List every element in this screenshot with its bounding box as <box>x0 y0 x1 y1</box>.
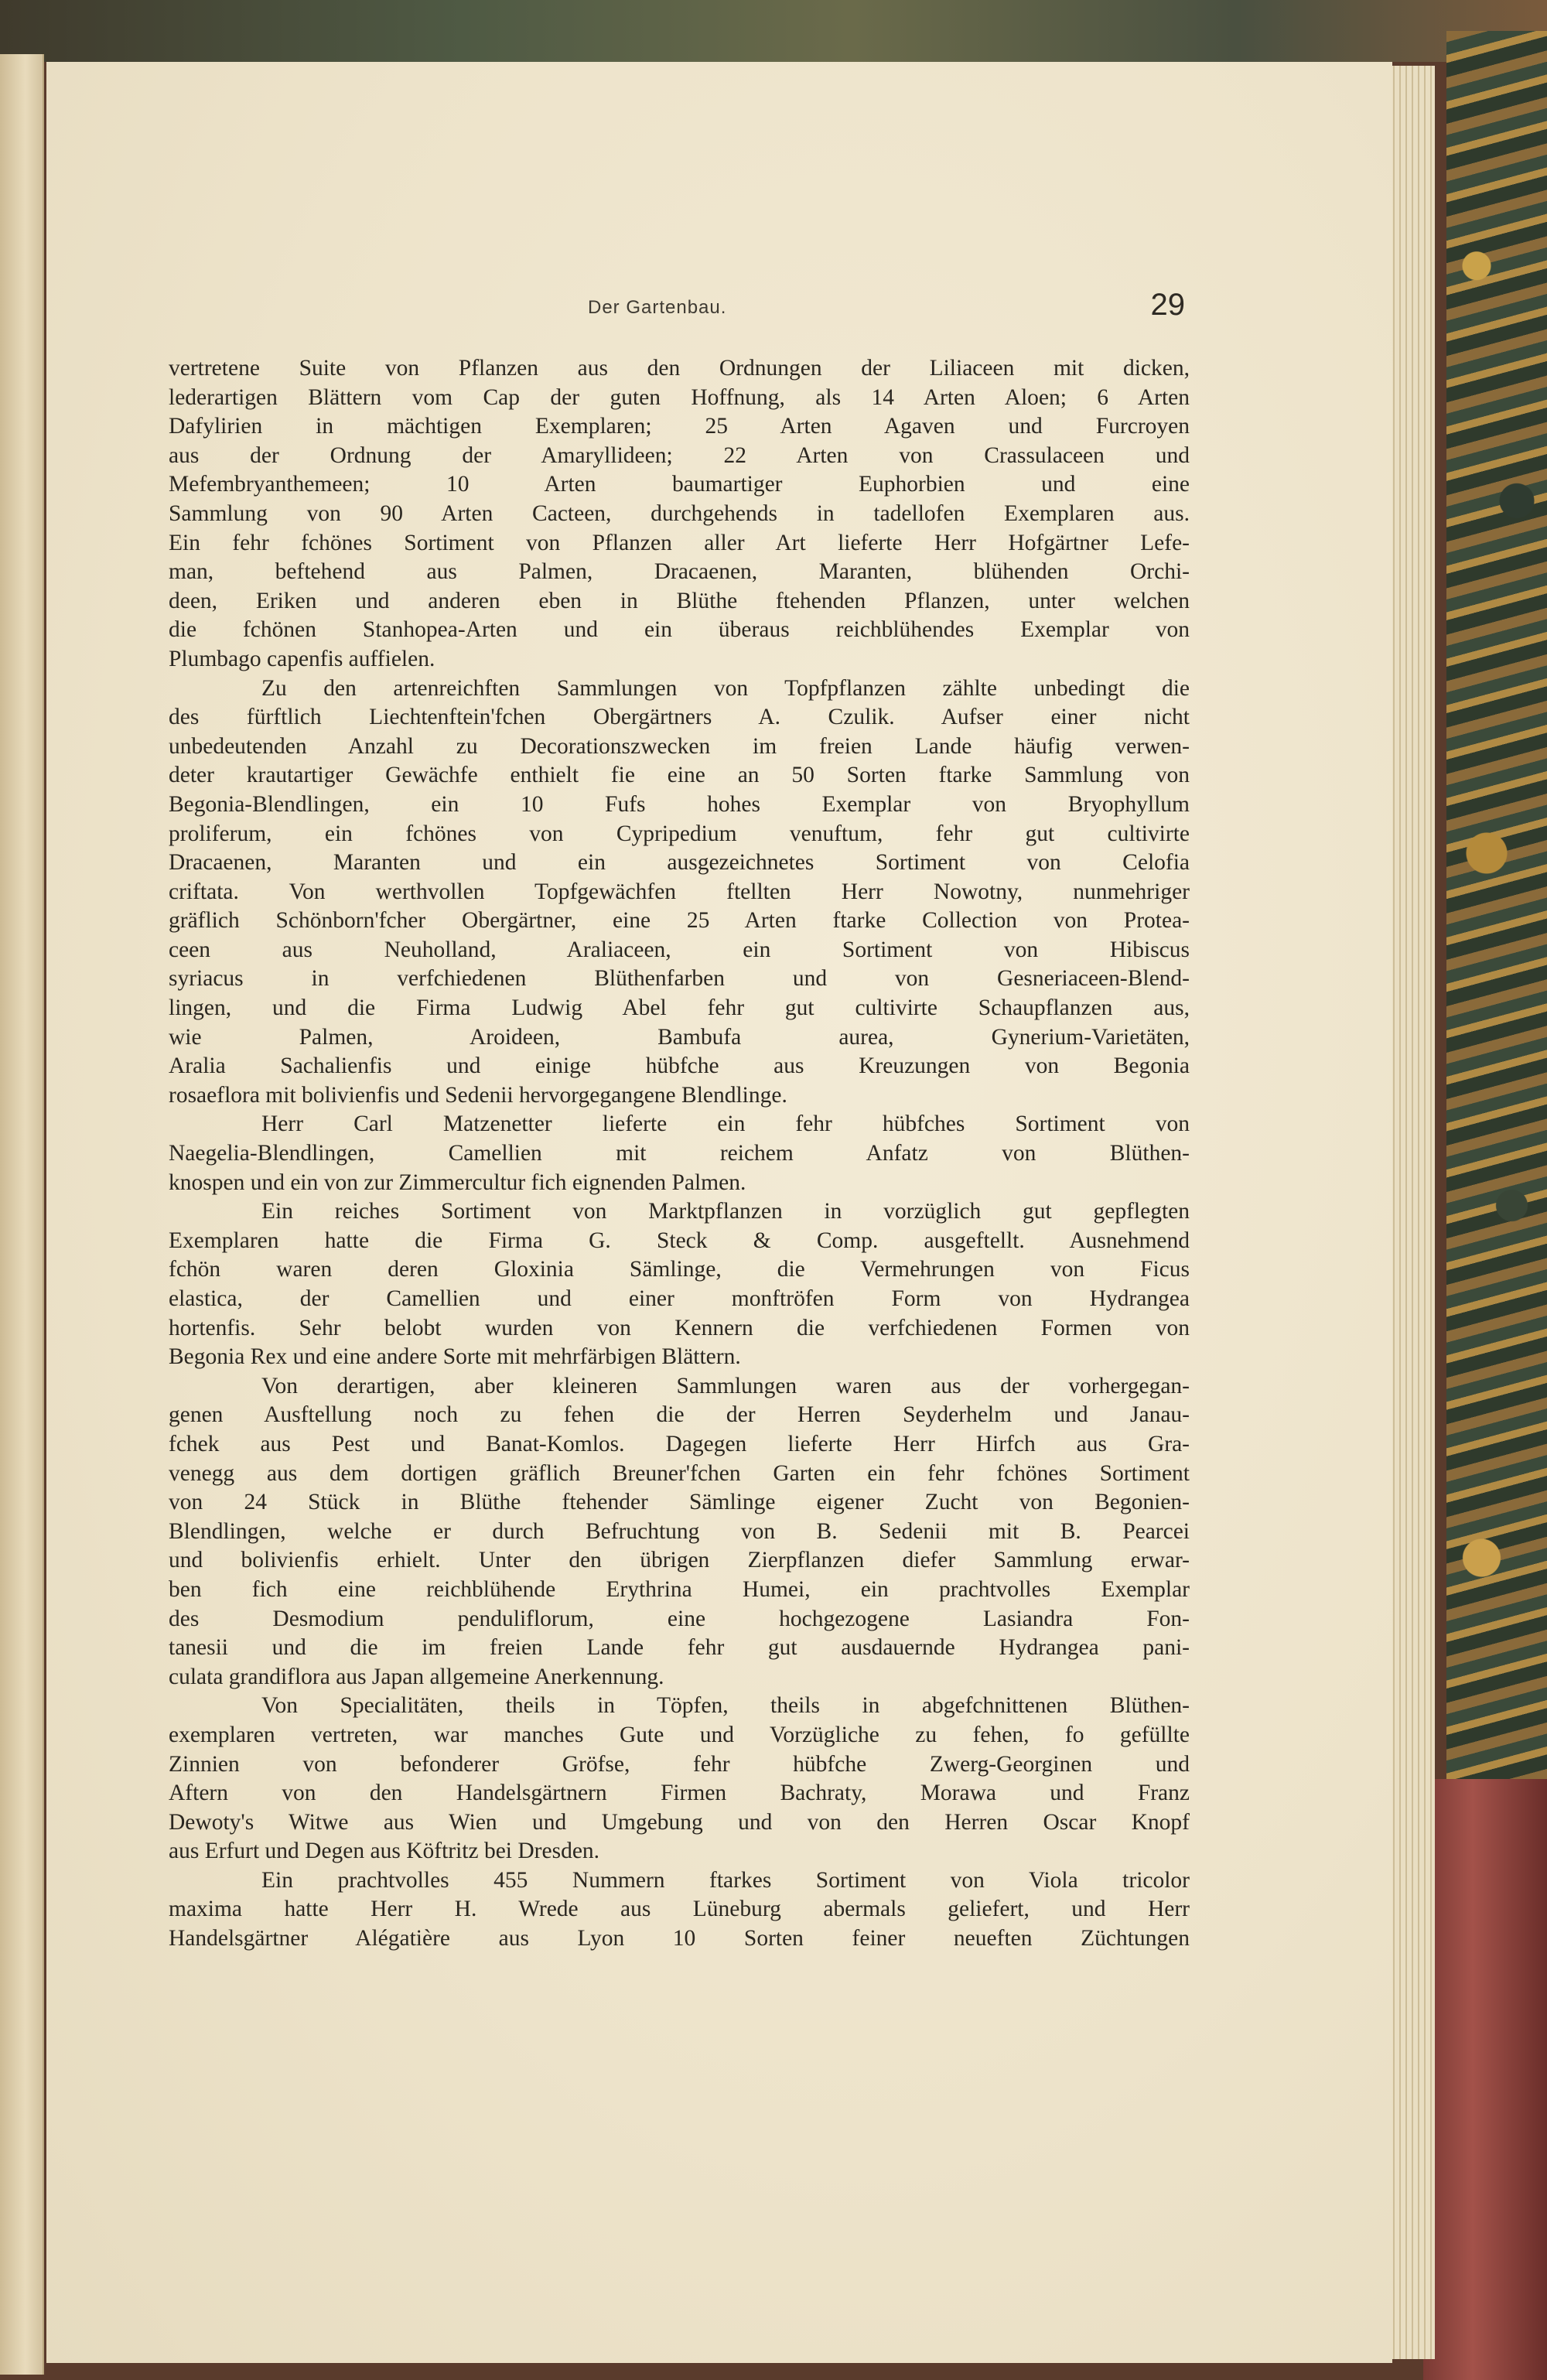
text-line: hortenfis. Sehr belobt wurden von Kennern die verfchiedenen Formen von <box>169 1315 1190 1340</box>
text-line: elastica, der Camellien und einer monftröfen Form von Hydrangea <box>169 1286 1190 1311</box>
text-line: man, beftehend aus Palmen, Dracaenen, Maranten, blühenden Orchi- <box>169 559 1190 585</box>
text-line: unbedeutenden Anzahl zu Decorationszwecken im freien Lande häufig verwen- <box>169 733 1190 759</box>
text-line: proliferum, ein fchönes von Cypripedium venuftum, fehr gut cultivirte <box>169 821 1190 846</box>
text-line: Von Specialitäten, theils in Töpfen, theils in abgefchnittenen Blüthen- <box>261 1693 1190 1719</box>
text-line: Dracaenen, Maranten und ein ausgezeichnetes Sortiment von Celofia <box>169 850 1190 876</box>
text-line: ben fich eine reichblühende Erythrina Humei, ein prachtvolles Exemplar <box>169 1576 1190 1602</box>
text-line: lederartigen Blättern vom Cap der guten Hoffnung, als 14 Arten Aloen; 6 Arten <box>169 384 1190 410</box>
text-line: die fchönen Stanhopea-Arten und ein überaus reichblühendes Exemplar von <box>169 617 1190 643</box>
text-line: criftata. Von werthvollen Topfgewächfen ftellten Herr Nowotny, nunmehriger <box>169 879 1190 904</box>
text-line: von 24 Stück in Blüthe ftehender Sämlinge eigener Zucht von Begonien- <box>169 1490 1190 1515</box>
text-line: Ein fehr fchönes Sortiment von Pflanzen aller Art lieferte Herr Hofgärtner Lefe- <box>169 530 1190 555</box>
running-head <box>170 288 1185 334</box>
text-line: fchön waren deren Gloxinia Sämlinge, die Vermehrungen von Ficus <box>169 1257 1190 1282</box>
text-line: exemplaren vertreten, war manches Gute und Vorzügliche zu fehen, fo gefüllte <box>169 1722 1190 1747</box>
text-line: Von derartigen, aber kleineren Sammlungen waren aus der vorhergegan- <box>261 1373 1190 1398</box>
text-line: Blendlingen, welche er durch Befruchtung von B. Sedenii mit B. Pearcei <box>169 1518 1190 1544</box>
text-line: Dafylirien in mächtigen Exemplaren; 25 Arten Agaven und Furcroyen <box>169 414 1190 439</box>
text-line: vertretene Suite von Pflanzen aus den Ordnungen der Liliaceen mit dicken, <box>169 356 1190 381</box>
book-spine-corner <box>1423 1779 1547 2380</box>
text-line: maxima hatte Herr H. Wrede aus Lüneburg abermals geliefert, und Herr <box>169 1897 1190 1922</box>
text-line: Plumbago capenfis auffielen. <box>169 646 435 671</box>
text-line: Herr Carl Matzenetter lieferte ein fehr hübfches Sortiment von <box>261 1111 1190 1137</box>
page-stack-edge <box>1388 66 1435 2359</box>
text-line: deen, Eriken und anderen eben in Blüthe ftehenden Pflanzen, unter welchen <box>169 588 1190 613</box>
text-line: deter krautartiger Gewächfe enthielt fie eine an 50 Sorten ftarke Sammlung von <box>169 763 1190 788</box>
text-line: des Desmodium penduliflorum, eine hochgezogene Lasiandra Fon- <box>169 1606 1190 1631</box>
text-line: fchek aus Pest und Banat-Komlos. Dagegen lieferte Herr Hirfch aus Gra- <box>169 1431 1190 1456</box>
text-line: Zinnien von befonderer Gröfse, fehr hübfche Zwerg-Georginen und <box>169 1751 1190 1777</box>
text-line: gräflich Schönborn'fcher Obergärtner, eine 25 Arten ftarke Collection von Protea- <box>169 908 1190 934</box>
text-line: Begonia Rex und eine andere Sorte mit mehrfärbigen Blättern. <box>169 1344 741 1370</box>
text-line: venegg aus dem dortigen gräflich Breuner'fchen Garten ein fehr fchönes Sortiment <box>169 1460 1190 1486</box>
text-line: des fürftlich Liechtenftein'fchen Obergärtners A. Czulik. Aufser einer nicht <box>169 705 1190 730</box>
text-line: aus der Ordnung der Amaryllideen; 22 Arten von Crassulaceen und <box>169 442 1190 468</box>
text-line: wie Palmen, Aroideen, Bambufa aurea, Gynerium-Varietäten, <box>169 1024 1190 1050</box>
text-line: syriacus in verfchiedenen Blüthenfarben und von Gesneriaceen-Blend- <box>169 966 1190 992</box>
book-cover-top <box>0 0 1547 62</box>
running-head-title: Der Gartenbau. <box>588 297 727 318</box>
text-line: Aftern von den Handelsgärtnern Firmen Bachraty, Morawa und Franz <box>169 1781 1190 1806</box>
text-line: tanesii und die im freien Lande fehr gut ausdauernde Hydrangea pani- <box>169 1635 1190 1661</box>
text-line: Naegelia-Blendlingen, Camellien mit reichem Anfatz von Blüthen- <box>169 1141 1190 1166</box>
text-line: Mefembryanthemeen; 10 Arten baumartiger Euphorbien und eine <box>169 472 1190 497</box>
text-line: Handelsgärtner Alégatière aus Lyon 10 Sorten feiner neueften Züchtungen <box>169 1926 1190 1951</box>
text-line: und bolivienfis erhielt. Unter den übrigen Zierpflanzen diefer Sammlung erwar- <box>169 1548 1190 1573</box>
text-line: Begonia-Blendlingen, ein 10 Fufs hohes Exemplar von Bryophyllum <box>169 791 1190 817</box>
text-line: genen Ausftellung noch zu fehen die der Herren Seyderhelm und Janau- <box>169 1402 1190 1428</box>
body-text <box>169 354 1190 1954</box>
facing-page-edge <box>0 54 44 2375</box>
text-line: knospen und ein von zur Zimmercultur fich eignenden Palmen. <box>169 1170 746 1195</box>
text-line: Dewoty's Witwe aus Wien und Umgebung und von den Herren Oscar Knopf <box>169 1809 1190 1835</box>
text-line: aus Erfurt und Degen aus Köftritz bei Dresden. <box>169 1839 600 1864</box>
text-line: rosaeflora mit bolivienfis und Sedenii hervorgegangene Blendlinge. <box>169 1082 787 1108</box>
text-line: Ein reiches Sortiment von Marktpflanzen in vorzüglich gut gepflegten <box>261 1199 1190 1224</box>
text-line: culata grandiflora aus Japan allgemeine Anerkennung. <box>169 1664 664 1689</box>
page-number: 29 <box>1150 288 1185 322</box>
text-line: ceen aus Neuholland, Araliaceen, ein Sortiment von Hibiscus <box>169 937 1190 962</box>
text-line: Ein prachtvolles 455 Nummern ftarkes Sortiment von Viola tricolor <box>261 1867 1190 1893</box>
text-line: Sammlung von 90 Arten Cacteen, durchgehends in tadellofen Exemplaren aus. <box>169 500 1190 526</box>
text-line: Zu den artenreichften Sammlungen von Topfpflanzen zählte unbedingt die <box>261 675 1190 701</box>
text-line: Aralia Sachalienfis und einige hübfche aus Kreuzungen von Begonia <box>169 1053 1190 1079</box>
text-line: lingen, und die Firma Ludwig Abel fehr gut cultivirte Schaupflanzen aus, <box>169 995 1190 1021</box>
text-line: Exemplaren hatte die Firma G. Steck & Comp. ausgeftellt. Ausnehmend <box>169 1228 1190 1253</box>
